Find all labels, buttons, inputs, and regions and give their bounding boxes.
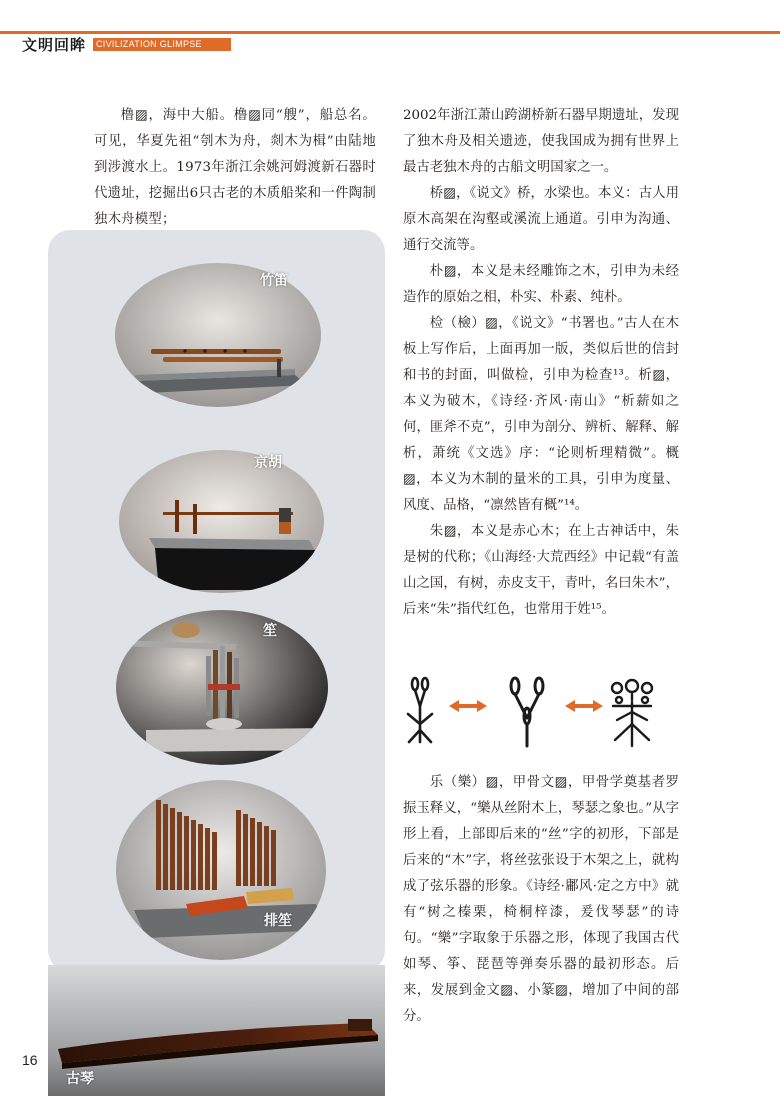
bronze-glyph [511, 678, 543, 746]
sheng-caption: 笙 [263, 623, 277, 639]
right-column [403, 103, 679, 623]
right-paragraph-1: 2002年浙江萧山跨湖桥新石器早期遗址，发现了独木舟及相关遗迹，使我国成为拥有世界上最古老独木舟的古船文明国家之一。 [403, 108, 679, 175]
right-paragraph-5: 朱▨，本义是赤心木；在上古神话中，朱是树的代称；《山海经·大荒西经》中记载“有盖山之国，有树，赤皮支干，青叶，名曰朱木”，后来“朱”指代红色，也常用于姓¹⁵。 [403, 524, 679, 617]
dizi-photo [115, 263, 321, 407]
guqin-photo [48, 965, 385, 1096]
section-tag: CIVILIZATION GLIMPSE [93, 38, 231, 51]
dizi-caption: 竹笛 [260, 273, 288, 289]
jinghu-caption: 京胡 [254, 455, 282, 471]
glyph-evolution [403, 670, 679, 750]
arrow-icon [565, 700, 603, 712]
arrow-icon [449, 700, 487, 712]
header-rule [0, 31, 780, 34]
paisheng-photo [116, 780, 326, 960]
section-title: 文明回眸 [22, 36, 87, 54]
seal-glyph [612, 680, 652, 746]
oracle-bone-glyph [408, 678, 432, 742]
left-column [94, 103, 376, 233]
right-paragraph-2: 桥▨，《说文》桥，水梁也。本义：古人用原木高架在沟壑或溪流上通道。引申为沟通、通行交流等。 [403, 186, 679, 253]
right-paragraph-6: 乐（樂）▨，甲骨文▨，甲骨学奠基者罗振玉释义，“樂从丝附木上，琴瑟之象也。”从字形上看，上部即后来的“丝”字的初形，下部是后来的“木”字，将丝弦张设于木架之上，就构成了弦乐器的形象。《诗经·鄘风·定之方中》就有“树之榛栗，椅桐梓漆，爰伐琴瑟”的诗句。“樂”字取象于乐器之形，体现了我国古代如琴、筝、琵琶等弹奏乐器的最初形态。后来，发展到金文▨、小篆▨，增加了中间的部分。 [403, 775, 679, 1024]
left-paragraph: 橹▨，海中大船。橹▨同“艘”，船总名。可见，华夏先祖“刳木为舟，剡木为楫”由陆地到涉渡水上。1973年浙江余姚河姆渡新石器时代遗址，挖掘出6只古老的木质船桨和一件陶制独木舟模型； [94, 108, 376, 227]
right-paragraph-3: 朴▨，本义是未经雕饰之木，引申为未经造作的原始之相，朴实、朴素、纯朴。 [403, 264, 679, 305]
right-column-lower [403, 770, 679, 1030]
instrument-panel [48, 230, 385, 972]
sheng-photo [116, 610, 328, 765]
right-paragraph-4: 检（檢）▨，《说文》“书署也。”古人在木板上写作后，上面再加一版，类似后世的信封和书的封面，叫做检，引申为检查¹³。析▨，本义为破木，《诗经·齐风·南山》“析薪如之何，匪斧不克”，引申为剖分、辨析、解释、解析，萧统《文选》序：“论则析理精微”。概▨，本义为木制的量米的工具，引申为度量、风度、品格，“凛然皆有概”¹⁴。 [403, 316, 679, 513]
jinghu-photo [119, 450, 324, 593]
page-number: 16 [22, 1052, 38, 1068]
guqin-caption: 古琴 [66, 1071, 94, 1087]
paisheng-caption: 排笙 [264, 913, 292, 929]
